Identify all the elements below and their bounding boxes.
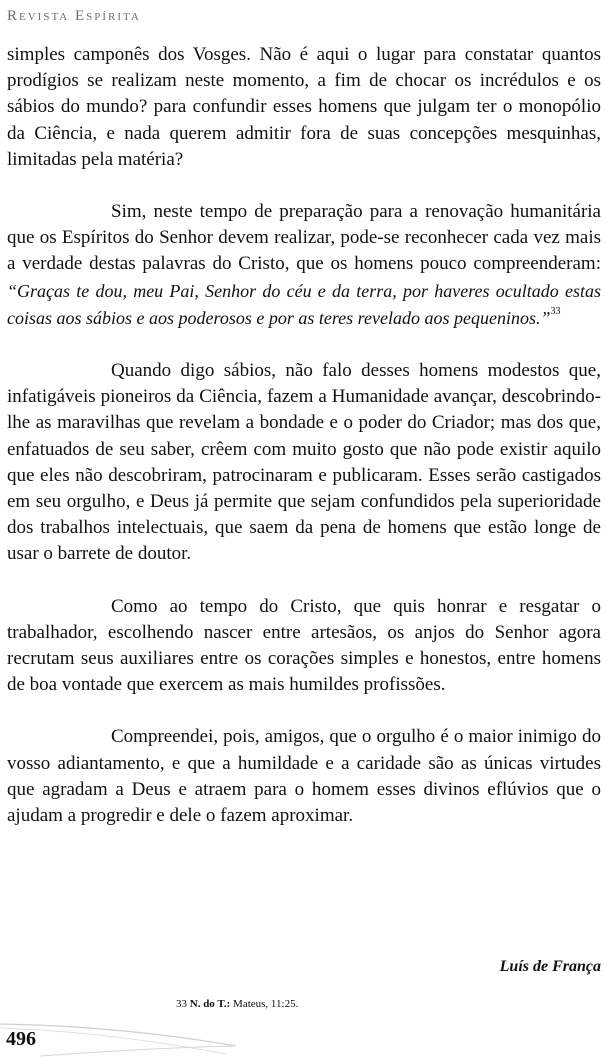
paragraph-1: simples camponês dos Vosges. Não é aqui o lugar para constatar quantos prodígios se realizam neste momento, a fim de chocar os incrédulos e os sábios do mundo? para confundir esses homens que julgam ter o monopólio da Ciência, e nada querem admitir fora de suas concepções mesquinhas, limitadas pela matéria? bbox=[7, 44, 601, 170]
footnote-label: N. do T.: bbox=[189, 998, 231, 1010]
paragraph-5: Compreendei, pois, amigos, que o orgulho é o maior inimigo do vosso adiantamento, e que a humildade e a caridade são as únicas virtudes que agradam a Deus e atraem para o homem esses divinos eflúvios que o ajudam a progredir e dele o fazem aproximar. bbox=[7, 726, 601, 827]
footnote-number: 33 bbox=[176, 998, 187, 1010]
paragraph-2-text: Sim, neste tempo de preparação para a renovação humanitária que os Espíritos do Senhor devem realizar, pode-se reconhecer cada vez mais a verdade destas palavras do Cristo, que os homens pouco compreenderam: bbox=[7, 201, 601, 275]
footnote-text: Mateus, 11:25. bbox=[233, 998, 299, 1010]
signature: Luís de França bbox=[499, 958, 601, 975]
page-corner-swoosh bbox=[0, 1020, 240, 1057]
footnote bbox=[176, 998, 298, 1010]
page-number: 496 bbox=[6, 1028, 36, 1050]
paragraph-4: Como ao tempo do Cristo, que quis honrar e resgatar o trabalhador, escolhendo nascer entre artesãos, os anjos do Senhor agora recrutam seus auxiliares entre os corações simples e honestos, entre homens de boa vontade que exercem as mais humildes profissões. bbox=[7, 595, 601, 696]
gospel-quote: “Graças te dou, meu Pai, Senhor do céu e da terra, por haveres ocultado estas coisas aos sábios e aos poderosos e por as teres revelado aos pequeninos.” bbox=[7, 280, 601, 328]
paragraph-2 bbox=[7, 199, 601, 332]
body-text bbox=[7, 42, 601, 829]
paragraph-3: Quando digo sábios, não falo desses homens modestos que, infatigáveis pioneiros da Ciência, fazem a Humanidade avançar, descobrindo-lhe as maravilhas que revelam a bondade e o poder do Criador; mas dos que, enfatuados de seu saber, crêem com muito gosto que não pode existir aquilo que eles não descobriram, patrocinaram e publicaram. Esses serão castigados em seu orgulho, e Deus já permite que sejam confundidos pela superioridade dos trabalhos intelectuais, que saem da pena de homens que estão longe de usar o barrete de doutor. bbox=[7, 360, 601, 565]
running-head: Revista Espírita bbox=[7, 8, 141, 24]
footnote-reference: 33 bbox=[550, 305, 561, 317]
